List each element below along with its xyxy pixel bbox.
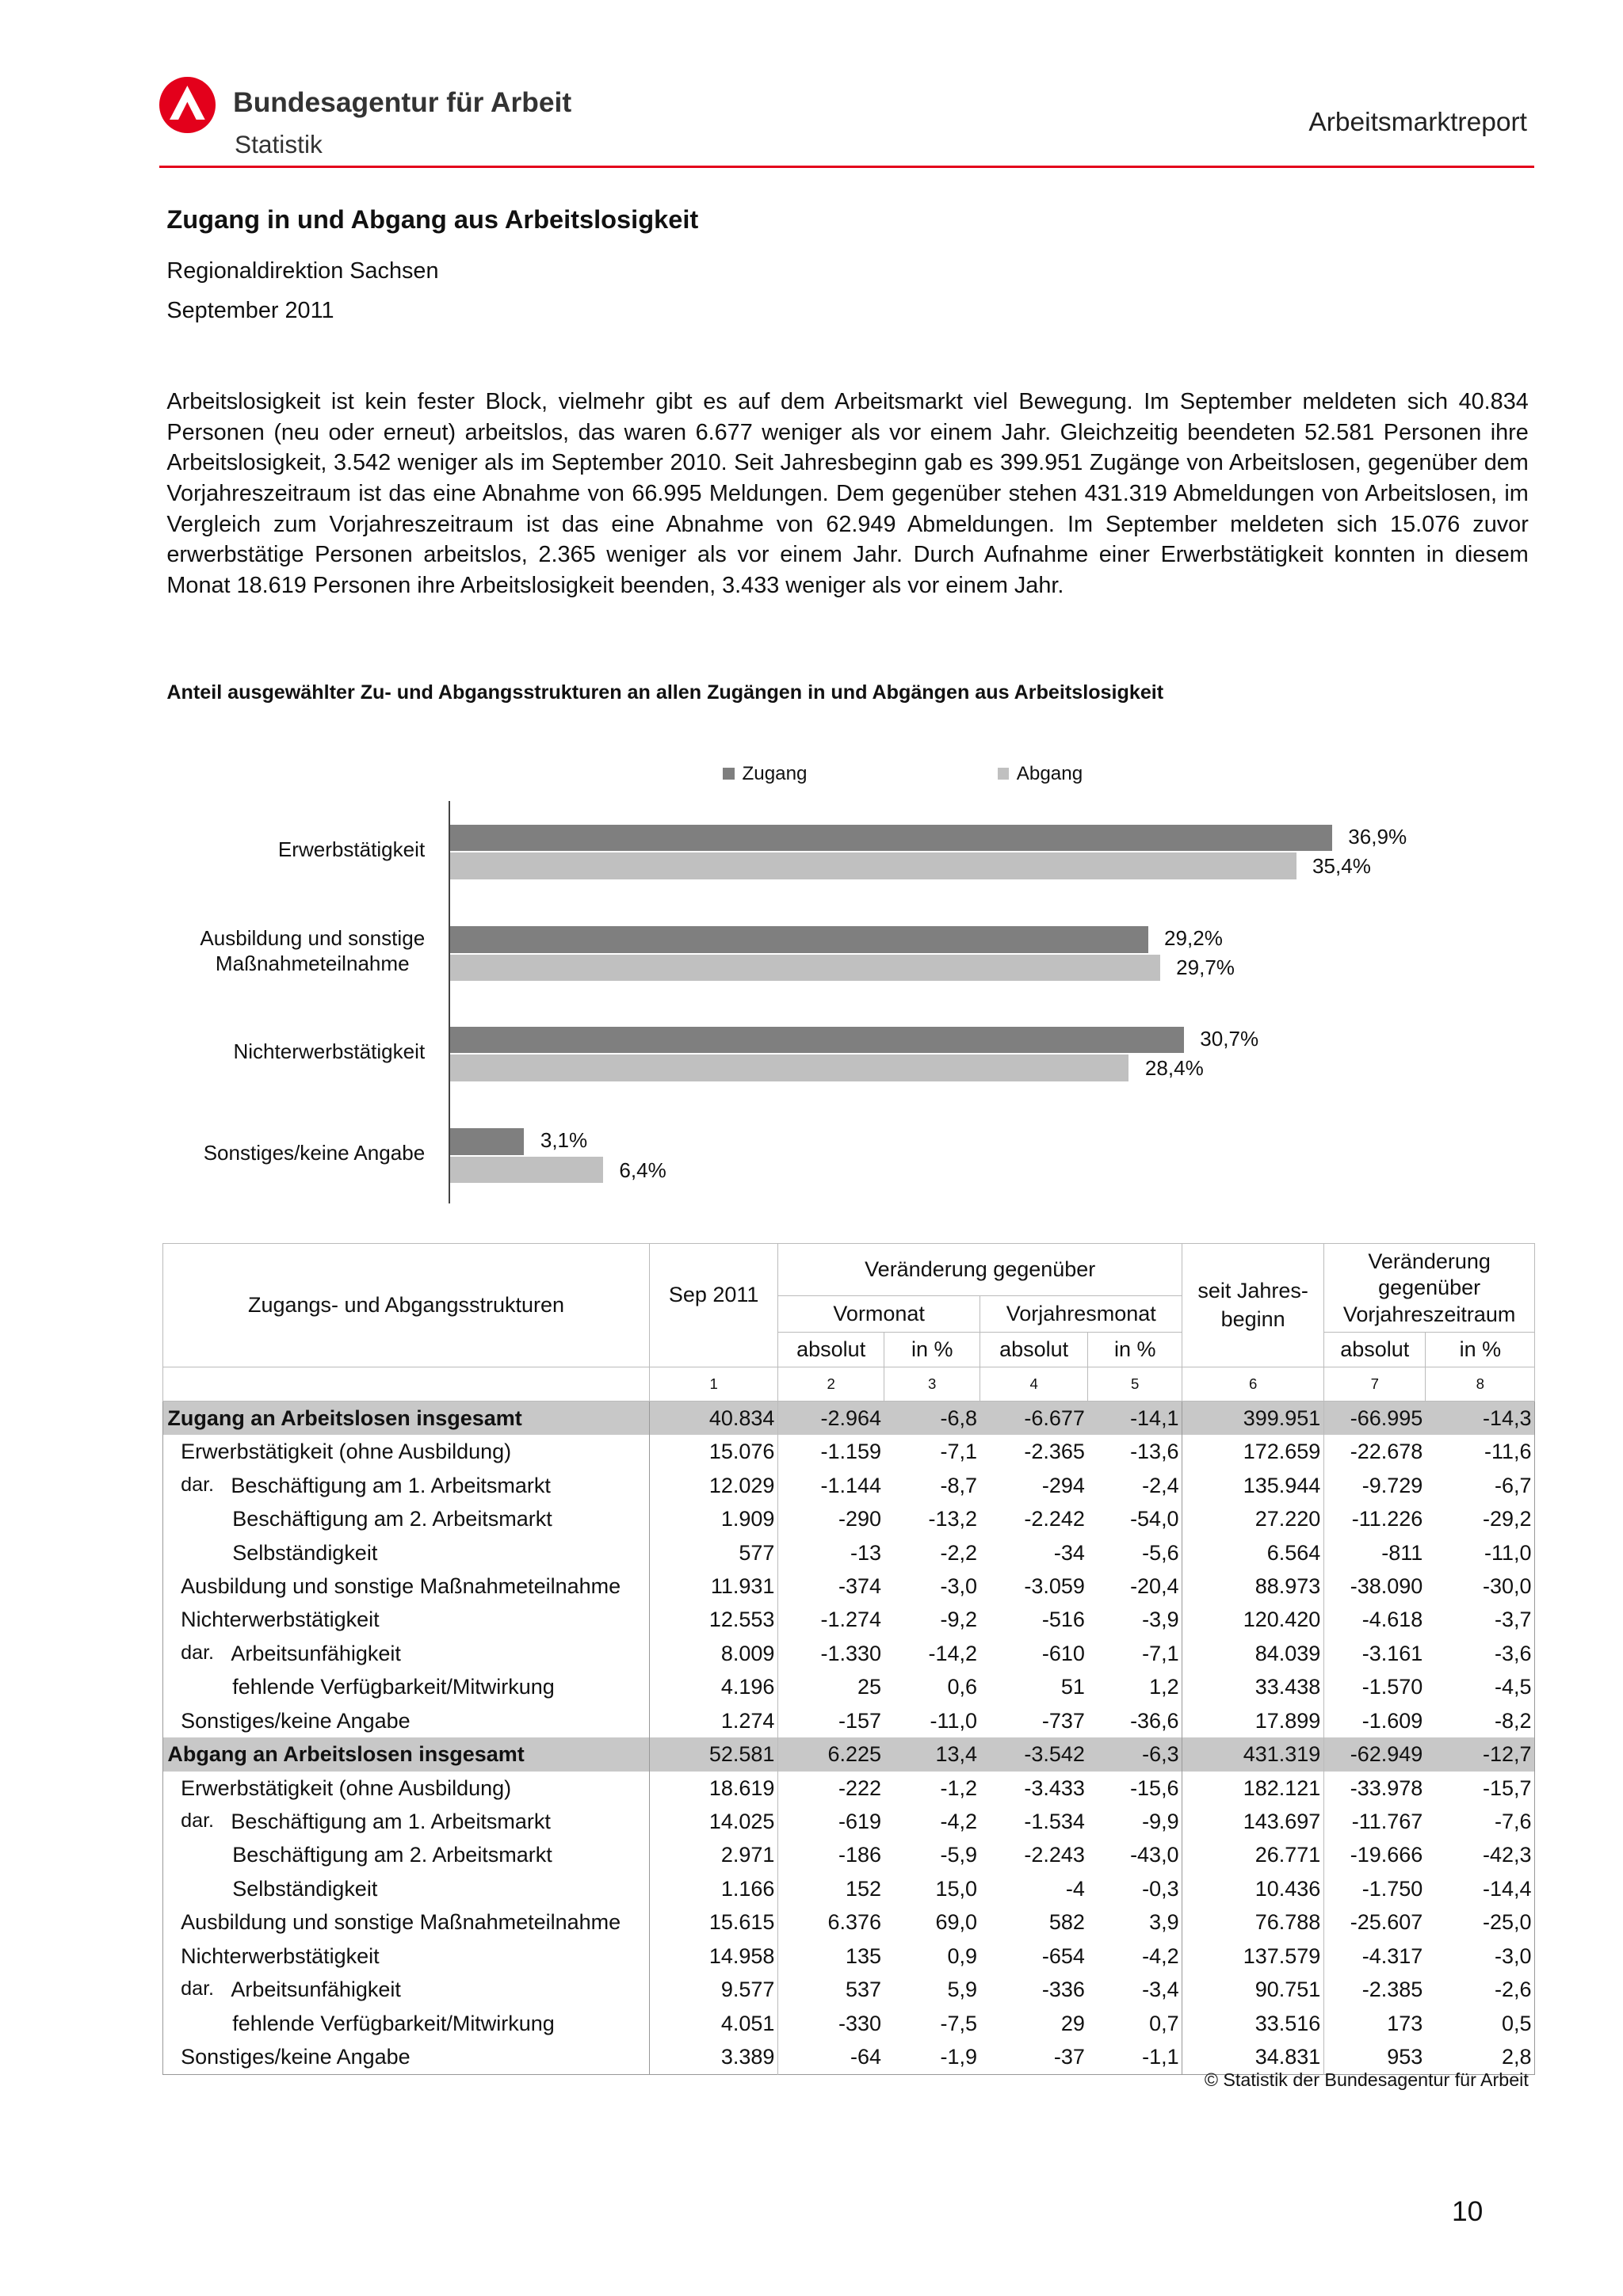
cell-value: 0,5	[1502, 2011, 1532, 2035]
column-number: 4	[980, 1367, 1088, 1401]
cell-value: -4,5	[1495, 1675, 1532, 1699]
cell-value: -66.995	[1324, 1402, 1426, 1436]
cell-value: -6,3	[1088, 1737, 1182, 1771]
row-label-text: Arbeitsunfähigkeit	[231, 1641, 401, 1665]
cell-value: -54,0	[1130, 1507, 1179, 1531]
data-label: 28,4%	[1144, 1056, 1204, 1081]
cell-value: -1.330	[778, 1637, 884, 1670]
cell-value: 953	[1324, 2040, 1426, 2074]
cell-value: 27.220	[1182, 1502, 1324, 1535]
cell-value: -9,2	[940, 1608, 977, 1632]
org-name: Bundesagentur für Arbeit	[233, 86, 572, 118]
header-pct: in %	[1088, 1333, 1182, 1367]
legend-abgang	[998, 763, 1083, 785]
row-label: Ausbildung und sonstige Maßnahmeteilnahme	[181, 1910, 621, 1935]
column-number: 2	[778, 1367, 884, 1401]
table-row	[162, 1737, 1534, 1771]
cell-value: 173	[1324, 2007, 1426, 2040]
legend-label: Zugang	[742, 762, 808, 784]
cell-value: -62.949	[1324, 1737, 1426, 1771]
category-label	[278, 837, 425, 863]
dar-prefix: dar.	[181, 1810, 215, 1833]
category-label-line: Nichterwerbstätigkeit	[233, 1039, 426, 1063]
table-row	[162, 1469, 1534, 1502]
cell-value: -330	[778, 2007, 884, 2040]
column-number: 5	[1088, 1367, 1182, 1401]
cell-value: -3,4	[1142, 1978, 1179, 2002]
row-label: Selbständigkeit	[232, 1540, 378, 1565]
table-row	[162, 1939, 1534, 1973]
cell-value: -4	[1065, 1876, 1085, 1901]
row-label: Selbständigkeit	[232, 1876, 378, 1901]
row-label: Ausbildung und sonstige Maßnahmeteilnahme	[181, 1573, 621, 1598]
cell-value: 33.516	[1182, 2007, 1324, 2040]
header-divider	[159, 166, 1534, 169]
cell-value: -374	[778, 1569, 884, 1603]
cell-value: -22.678	[1324, 1435, 1426, 1468]
cell-value: 537	[778, 1973, 884, 2006]
cell-value: 90.751	[1182, 1973, 1324, 2006]
row-label: fehlende Verfügbarkeit/Mitwirkung	[232, 2011, 555, 2035]
cell-value: 25	[778, 1671, 884, 1704]
cell-value: -3.542	[980, 1737, 1088, 1771]
row-label: Sonstiges/keine Angabe	[181, 2045, 411, 2069]
cell-value: 3,9	[1149, 1910, 1179, 1935]
cell-value: -3.433	[1024, 1775, 1085, 1800]
cell-value: -14,2	[928, 1641, 977, 1665]
cell-value: -2,6	[1495, 1978, 1532, 2002]
cell-value: -3,0	[1495, 1943, 1532, 1968]
header-seit: seit Jahres- beginn	[1182, 1244, 1324, 1367]
cell-value: -619	[778, 1805, 884, 1838]
cell-value: -14,1	[1088, 1402, 1182, 1436]
data-label: 35,4%	[1312, 853, 1371, 878]
cell-value: 69,0	[935, 1910, 977, 1935]
header-vorjahresmonat: Vorjahresmonat	[980, 1295, 1182, 1333]
cell-value: 2.971	[650, 1839, 778, 1872]
cell-value: 152	[778, 1872, 884, 1905]
row-label: Zugang an Arbeitslosen insgesamt	[162, 1402, 649, 1436]
cell-value: -7,1	[1142, 1641, 1179, 1665]
bar-abgang	[450, 955, 1160, 982]
cell-value: 0,6	[947, 1675, 977, 1699]
org-subtitle: Statistik	[235, 129, 323, 158]
cell-value: 14.958	[650, 1939, 778, 1973]
header-abs: absolut	[1324, 1333, 1426, 1367]
cell-value: -2.243	[1024, 1843, 1085, 1867]
header-pct: in %	[1426, 1333, 1535, 1367]
row-label	[162, 1637, 649, 1670]
table-row	[162, 1872, 1534, 1905]
cell-value: 9.577	[650, 1973, 778, 2006]
cell-value: -2.385	[1324, 1973, 1426, 2006]
bar-zugang	[450, 1027, 1184, 1054]
header-structures: Zugangs- und Abgangsstrukturen	[162, 1244, 649, 1367]
cell-value: -15,6	[1130, 1775, 1179, 1800]
table-row	[162, 1704, 1534, 1737]
bar-zugang	[450, 1128, 524, 1155]
cell-value: 120.420	[1182, 1604, 1324, 1637]
cell-value: -29,2	[1483, 1507, 1532, 1531]
cell-value: 182.121	[1182, 1772, 1324, 1805]
table-row	[162, 1536, 1534, 1569]
cell-value: -5,6	[1142, 1540, 1179, 1565]
cell-value: -1.534	[1024, 1810, 1085, 1834]
dar-prefix: dar.	[181, 1978, 215, 2000]
row-label: Abgang an Arbeitslosen insgesamt	[162, 1737, 649, 1771]
header-pct: in %	[884, 1333, 980, 1367]
category-label-line: Erwerbstätigkeit	[277, 837, 426, 861]
cell-value: -37	[1053, 2045, 1085, 2069]
cell-value: -13,2	[928, 1507, 977, 1531]
ba-logo-icon	[159, 77, 216, 133]
cell-value: -7,5	[940, 2011, 977, 2035]
category-label	[200, 926, 425, 976]
legend-zugang	[723, 763, 807, 785]
cell-value: -516	[1041, 1608, 1085, 1632]
cell-value: -64	[778, 2040, 884, 2074]
cell-value: 143.697	[1182, 1805, 1324, 1838]
legend-label: Abgang	[1016, 762, 1083, 784]
cell-value: -1,1	[1142, 2045, 1179, 2069]
header-abs: absolut	[778, 1333, 884, 1367]
table-row	[162, 1805, 1534, 1838]
cell-value: -8,7	[940, 1473, 977, 1497]
header-vormonat: Vormonat	[778, 1295, 980, 1333]
cell-value: -4,2	[1142, 1943, 1179, 1968]
cell-value: -15,7	[1483, 1775, 1532, 1800]
page-number: 10	[1452, 2196, 1484, 2228]
cell-value: -43,0	[1130, 1843, 1179, 1867]
data-table	[162, 1243, 1535, 2074]
legend-swatch-abgang	[998, 768, 1010, 780]
header-change: Veränderung gegenüber	[778, 1244, 1182, 1295]
cell-value: -30,0	[1483, 1573, 1532, 1598]
header-sep: Sep 2011	[650, 1244, 778, 1367]
cell-value: 12.553	[650, 1604, 778, 1637]
table-row	[162, 1569, 1534, 1603]
cell-value: 29	[1060, 2011, 1085, 2035]
cell-value: 51	[1060, 1675, 1085, 1699]
cell-value: -5,9	[940, 1843, 977, 1867]
column-number: 1	[650, 1367, 778, 1401]
cell-value: -4.618	[1324, 1604, 1426, 1637]
legend-swatch-zugang	[723, 768, 735, 780]
row-label: Erwerbstätigkeit (ohne Ausbildung)	[181, 1775, 512, 1800]
cell-value: -42,3	[1483, 1843, 1532, 1867]
cell-value: 0,7	[1149, 2011, 1179, 2035]
data-label: 36,9%	[1348, 824, 1407, 849]
cell-value: -2.242	[1024, 1507, 1085, 1531]
cell-value: -186	[778, 1839, 884, 1872]
category-label	[204, 1141, 426, 1166]
cell-value: 1.909	[650, 1502, 778, 1535]
cell-value: -654	[1041, 1943, 1085, 1968]
cell-value: 0,9	[947, 1943, 977, 1968]
row-label: Beschäftigung am 2. Arbeitsmarkt	[232, 1507, 552, 1531]
report-name: Arbeitsmarktreport	[1308, 107, 1527, 137]
data-label: 3,1%	[540, 1128, 588, 1153]
cell-value: -38.090	[1324, 1569, 1426, 1603]
cell-value: -610	[1041, 1641, 1085, 1665]
cell-value: -6,8	[884, 1402, 980, 1436]
bar-abgang	[450, 1157, 603, 1184]
bar-abgang	[450, 852, 1296, 879]
table-row	[162, 1906, 1534, 1939]
cell-value: -20,4	[1130, 1573, 1179, 1598]
cell-value: -0,3	[1142, 1876, 1179, 1901]
cell-value: -1,2	[940, 1775, 977, 1800]
cell-value: 33.438	[1182, 1671, 1324, 1704]
cell-value: 76.788	[1182, 1906, 1324, 1939]
table-row	[162, 1402, 1534, 1436]
row-label: Erwerbstätigkeit (ohne Ausbildung)	[181, 1440, 512, 1464]
category-label	[233, 1039, 425, 1065]
cell-value: -1.570	[1324, 1671, 1426, 1704]
row-label-text: Beschäftigung am 1. Arbeitsmarkt	[231, 1810, 551, 1834]
category-label-line: Sonstiges/keine Angabe	[203, 1141, 426, 1165]
row-label	[162, 1805, 649, 1838]
cell-value: -3,0	[940, 1573, 977, 1598]
cell-value: 135	[778, 1939, 884, 1973]
cell-value: -3.161	[1324, 1637, 1426, 1670]
cell-value: -11,0	[1484, 1540, 1532, 1565]
cell-value: -2,2	[940, 1540, 977, 1565]
row-label-text: Arbeitsunfähigkeit	[231, 1978, 401, 2002]
cell-value: -811	[1324, 1536, 1426, 1569]
table-row	[162, 1637, 1534, 1670]
cell-value: 4.196	[650, 1671, 778, 1704]
cell-value: -2,4	[1142, 1473, 1179, 1497]
cell-value: 4.051	[650, 2007, 778, 2040]
column-number: 7	[1324, 1367, 1426, 1401]
cell-value: -3,9	[1142, 1608, 1179, 1632]
row-label: Nichterwerbstätigkeit	[181, 1943, 380, 1968]
cell-value: 12.029	[650, 1469, 778, 1502]
bar-zugang	[450, 825, 1332, 852]
cell-value: -9.729	[1324, 1469, 1426, 1502]
cell-value: 6.376	[778, 1906, 884, 1939]
cell-value: 577	[650, 1536, 778, 1569]
cell-value: -2.964	[778, 1402, 884, 1436]
header-abs: absolut	[980, 1333, 1088, 1367]
cell-value: -6,7	[1495, 1473, 1532, 1497]
row-label: Sonstiges/keine Angabe	[181, 1708, 411, 1733]
cell-value: -14,3	[1426, 1402, 1535, 1436]
cell-value: -25,0	[1483, 1910, 1532, 1935]
cell-value: 84.039	[1182, 1637, 1324, 1670]
cell-value: -34	[1053, 1540, 1085, 1565]
cell-value: 15.076	[650, 1435, 778, 1468]
summary-paragraph: Arbeitslosigkeit ist kein fester Block, vielmehr gibt es auf dem Arbeitsmarkt viel Bewegung. Im September meldeten sich 40.834 Personen (neu oder erneut) arbeitslos, das waren 6.677 weniger als vor einem Jahr. Gleichzeitig beendeten 52.581 Personen ihre Arbeitslosigkeit, 3.542 weniger als im September 2010. Seit Jahresbeginn gab es 399.951 Zugänge von Arbeitslosen, gegenüber dem Vorjahreszeitraum ist das eine Abnahme von 66.995 Meldungen. Dem gegenüber stehen 431.319 Abmeldungen von Arbeitslosen, im Vergleich zum Vorjahreszeitraum ist das eine Abnahme von 62.949 Abmeldungen. Im September meldeten sich 15.076 zuvor erwerbstätige Personen arbeitslos, 2.365 weniger als vor einem Jahr. Durch Aufnahme einer Erwerbstätigkeit konnten in diesem Monat 18.619 Personen ihre Arbeitslosigkeit beenden, 3.433 weniger als vor einem Jahr.	[166, 388, 1529, 599]
cell-value: -3.059	[1024, 1573, 1085, 1598]
cell-value: -13	[778, 1536, 884, 1569]
cell-value: -222	[778, 1772, 884, 1805]
data-label: 6,4%	[619, 1158, 666, 1182]
cell-value: 40.834	[650, 1402, 778, 1436]
cell-value: -14,4	[1483, 1876, 1532, 1901]
data-label: 29,2%	[1164, 926, 1223, 951]
cell-value: -3,6	[1495, 1641, 1532, 1665]
cell-value: -4.317	[1324, 1939, 1426, 1973]
cell-value: -290	[778, 1502, 884, 1535]
chart-title: Anteil ausgewählter Zu- und Abgangsstrukturen an allen Zugängen in und Abgängen aus Arbeitslosigkeit	[166, 681, 1164, 704]
cell-value: -6.677	[980, 1402, 1088, 1436]
cell-value: -7,6	[1495, 1810, 1532, 1834]
column-number: 3	[884, 1367, 980, 1401]
cell-value: -11.226	[1324, 1502, 1426, 1535]
category-label-line: Ausbildung und sonstige	[200, 926, 426, 951]
cell-value: 18.619	[650, 1772, 778, 1805]
cell-value: 3.389	[650, 2040, 778, 2074]
cell-value: -2.365	[1024, 1440, 1085, 1464]
data-label: 30,7%	[1200, 1026, 1259, 1051]
cell-value: 11.931	[650, 1569, 778, 1603]
dar-prefix: dar.	[181, 1641, 215, 1664]
table-row	[162, 1604, 1534, 1637]
cell-value: 15,0	[935, 1876, 977, 1901]
month: September 2011	[166, 298, 334, 324]
cell-value: 1.274	[650, 1704, 778, 1737]
cell-value: -157	[778, 1704, 884, 1737]
row-label	[162, 1973, 649, 2006]
row-label: fehlende Verfügbarkeit/Mitwirkung	[232, 1675, 555, 1699]
table-row	[162, 1671, 1534, 1704]
row-label: Beschäftigung am 2. Arbeitsmarkt	[232, 1843, 552, 1867]
cell-value: -4,2	[940, 1810, 977, 1834]
cell-value: -11,6	[1484, 1440, 1532, 1464]
cell-value: 13,4	[884, 1737, 980, 1771]
data-label: 29,7%	[1176, 955, 1235, 980]
cell-value: -1.159	[778, 1435, 884, 1468]
cell-value: -8,2	[1495, 1708, 1532, 1733]
cell-value: -9,9	[1142, 1810, 1179, 1834]
cell-value: -1,9	[940, 2045, 977, 2069]
cell-value: 52.581	[650, 1737, 778, 1771]
cell-value: -336	[1041, 1978, 1085, 2002]
cell-value: 582	[1048, 1910, 1085, 1935]
cell-value: -33.978	[1324, 1772, 1426, 1805]
cell-value: 1,2	[1149, 1675, 1179, 1699]
cell-value: 26.771	[1182, 1839, 1324, 1872]
cell-value: -737	[1041, 1708, 1085, 1733]
cell-value: 10.436	[1182, 1872, 1324, 1905]
header-blank	[162, 1367, 649, 1401]
cell-value: -13,6	[1130, 1440, 1179, 1464]
cell-value: 17.899	[1182, 1704, 1324, 1737]
table-row	[162, 1502, 1534, 1535]
cell-value: 137.579	[1182, 1939, 1324, 1973]
bar-zugang	[450, 926, 1148, 953]
column-number: 6	[1182, 1367, 1324, 1401]
cell-value: -7,1	[940, 1440, 977, 1464]
cell-value: 2,8	[1502, 2045, 1532, 2069]
row-label-text: Beschäftigung am 1. Arbeitsmarkt	[231, 1473, 551, 1497]
cell-value: 34.831	[1182, 2040, 1324, 2074]
chart-axis	[449, 801, 450, 1203]
copyright: © Statistik der Bundesagentur für Arbeit	[1204, 2069, 1529, 2091]
cell-value: 6.564	[1182, 1536, 1324, 1569]
cell-value: -12,7	[1426, 1737, 1535, 1771]
cell-value: 6.225	[778, 1737, 884, 1771]
cell-value: 15.615	[650, 1906, 778, 1939]
row-label: Nichterwerbstätigkeit	[181, 1608, 380, 1632]
table-row	[162, 1772, 1534, 1805]
cell-value: -36,6	[1130, 1708, 1179, 1733]
cell-value: -1.274	[778, 1604, 884, 1637]
cell-value: -19.666	[1324, 1839, 1426, 1872]
cell-value: 88.973	[1182, 1569, 1324, 1603]
cell-value: -294	[1041, 1473, 1085, 1497]
table-row	[162, 2007, 1534, 2040]
bar-abgang	[450, 1055, 1129, 1081]
cell-value: -25.607	[1324, 1906, 1426, 1939]
cell-value: 172.659	[1182, 1435, 1324, 1468]
category-label-line: Maßnahmeteilnahme	[215, 951, 410, 975]
cell-value: -1.750	[1324, 1872, 1426, 1905]
cell-value: 431.319	[1182, 1737, 1324, 1771]
header-vjz: Veränderung gegenüber Vorjahreszeitraum	[1324, 1244, 1535, 1333]
dar-prefix: dar.	[181, 1473, 215, 1496]
cell-value: 8.009	[650, 1637, 778, 1670]
region: Regionaldirektion Sachsen	[166, 257, 439, 284]
cell-value: 14.025	[650, 1805, 778, 1838]
table-row	[162, 1839, 1534, 1872]
cell-value: 399.951	[1182, 1402, 1324, 1436]
cell-value: -11,0	[930, 1708, 977, 1733]
cell-value: 135.944	[1182, 1469, 1324, 1502]
cell-value: 5,9	[947, 1978, 977, 2002]
cell-value: 1.166	[650, 1872, 778, 1905]
cell-value: -11.767	[1324, 1805, 1426, 1838]
cell-value: -3,7	[1495, 1608, 1532, 1632]
table-row	[162, 1435, 1534, 1468]
row-label	[162, 1469, 649, 1502]
page-title: Zugang in und Abgang aus Arbeitslosigkeit	[166, 204, 699, 234]
table-row	[162, 1973, 1534, 2006]
cell-value: -1.609	[1324, 1704, 1426, 1737]
cell-value: -1.144	[778, 1469, 884, 1502]
column-number: 8	[1426, 1367, 1535, 1401]
